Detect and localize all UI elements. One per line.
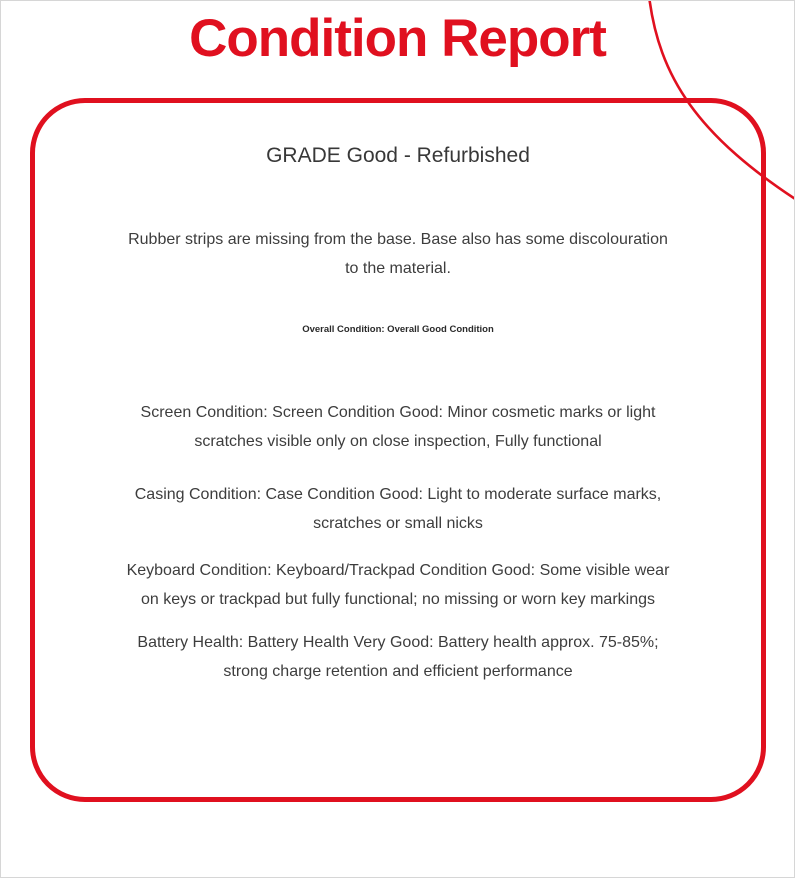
summary-text <box>53 225 743 283</box>
text-line: strong charge retention and efficient performance <box>223 663 573 680</box>
overall-condition-text: Overall Condition: Overall Good Condition <box>302 324 494 335</box>
text-line: Casing Condition: Case Condition Good: Light to moderate surface marks, <box>134 486 662 503</box>
grade-heading: GRADE Good - Refurbished <box>266 144 530 167</box>
report-card <box>30 98 766 802</box>
text-line: Keyboard Condition: Keyboard/Trackpad Condition Good: Some visible wear <box>126 562 670 579</box>
text-line: Rubber strips are missing from the base. Base also has some discolouration <box>128 231 668 248</box>
text-line: scratches or small nicks <box>313 515 483 532</box>
report-card-content <box>35 103 761 686</box>
text-line: Screen Condition: Screen Condition Good: Minor cosmetic marks or light <box>140 404 656 421</box>
section-keyboard-condition <box>53 556 743 614</box>
text-line: scratches visible only on close inspection, Fully functional <box>194 433 602 450</box>
text-line: Battery Health: Battery Health Very Good: Battery health approx. 75-85%; <box>137 634 659 651</box>
text-line: on keys or trackpad but fully functional; no missing or worn key markings <box>140 591 655 608</box>
section-casing-condition <box>53 480 743 538</box>
page-title: Condition Report <box>189 9 606 68</box>
section-screen-condition <box>53 398 743 456</box>
section-battery-health <box>53 628 743 686</box>
text-line: to the material. <box>345 260 451 277</box>
